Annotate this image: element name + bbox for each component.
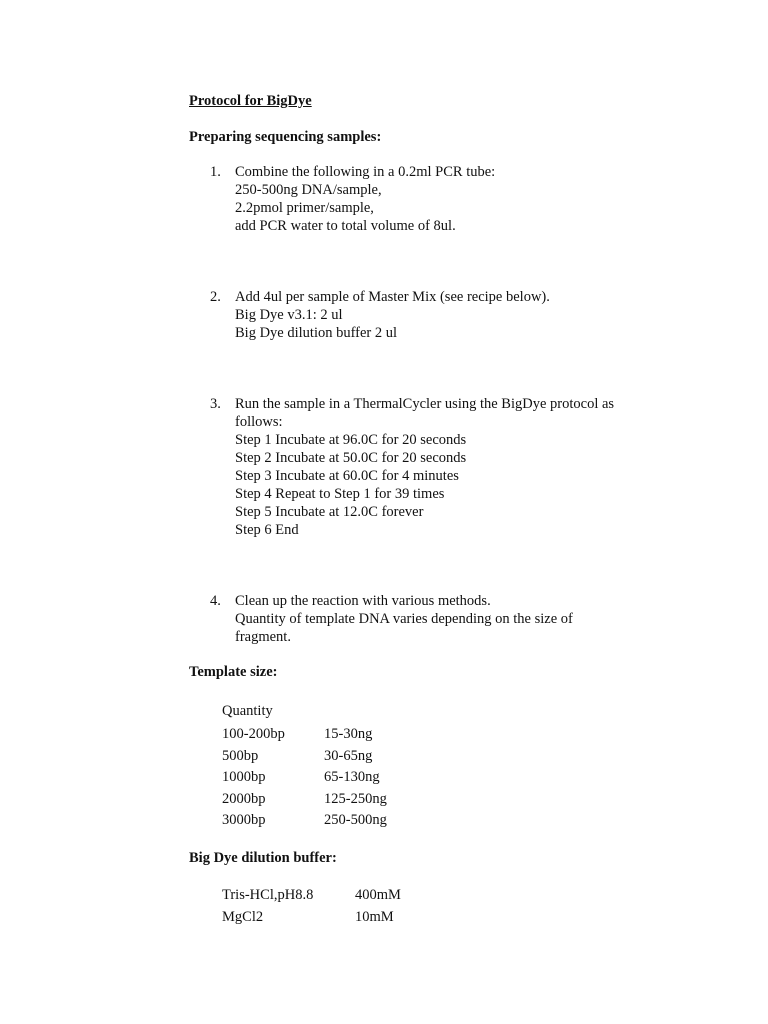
step-line: add PCR water to total volume of 8ul. [235,218,456,234]
step-line: Add 4ul per sample of Master Mix (see recipe below). [235,289,550,305]
step-number: 3. [210,396,221,412]
table-row [222,746,373,768]
step-line: Clean up the reaction with various methods. [235,593,491,609]
step-line: Combine the following in a 0.2ml PCR tube: [235,164,496,180]
step-line: Step 4 Repeat to Step 1 for 39 times [235,486,445,502]
step-text [235,592,675,646]
size-cell: 3000bp [222,812,266,828]
size-cell: 1000bp [222,769,266,785]
step-line: Run the sample in a ThermalCycler using the BigDye protocol as [235,396,615,412]
table-row [222,724,373,746]
step-line: Step 6 End [235,522,299,538]
size-cell: 100-200bp [222,726,285,742]
table-row [222,810,387,832]
section-heading-dilution-buffer: Big Dye dilution buffer: [189,850,337,866]
step-line: Step 2 Incubate at 50.0C for 20 seconds [235,450,467,466]
table-header: Quantity [222,703,273,719]
quantity-cell: 250-500ng [324,812,387,828]
step-text [235,395,675,539]
step-line: Step 5 Incubate at 12.0C forever [235,504,424,520]
concentration-cell: 400mM [355,887,401,903]
reagent-cell: MgCl2 [222,908,264,925]
step-text [235,288,675,342]
step-number: 2. [210,289,221,305]
step-line: 250-500ng DNA/sample, [235,182,382,198]
step-line: Big Dye dilution buffer 2 ul [235,325,398,341]
table-row [222,789,387,811]
step-number: 4. [210,593,221,609]
step-line: Step 1 Incubate at 96.0C for 20 seconds [235,432,467,448]
table-row [222,767,380,789]
section-heading-preparing: Preparing sequencing samples: [189,129,382,145]
size-cell: 2000bp [222,790,266,807]
step-line: follows: [235,414,283,430]
step-number: 1. [210,164,221,180]
step-text [235,163,675,235]
quantity-cell: 65-130ng [324,769,380,785]
size-cell: 500bp [222,747,259,764]
quantity-cell: 30-65ng [324,747,373,764]
step-line: Quantity of template DNA varies depending on the size of [235,611,573,627]
document-title: Protocol for BigDye [189,93,312,109]
step-line: Big Dye v3.1: 2 ul [235,307,343,323]
section-heading-template-size: Template size: [189,664,278,680]
step-line: Step 3 Incubate at 60.0C for 4 minutes [235,468,459,484]
step-line: fragment. [235,629,291,645]
template-size-table [222,702,387,832]
reagent-cell: Tris-HCl,pH8.8 [222,887,314,903]
quantity-cell: 15-30ng [324,726,373,742]
concentration-cell: 10mM [355,908,394,925]
quantity-cell: 125-250ng [324,790,387,807]
step-line: 2.2pmol primer/sample, [235,200,374,216]
